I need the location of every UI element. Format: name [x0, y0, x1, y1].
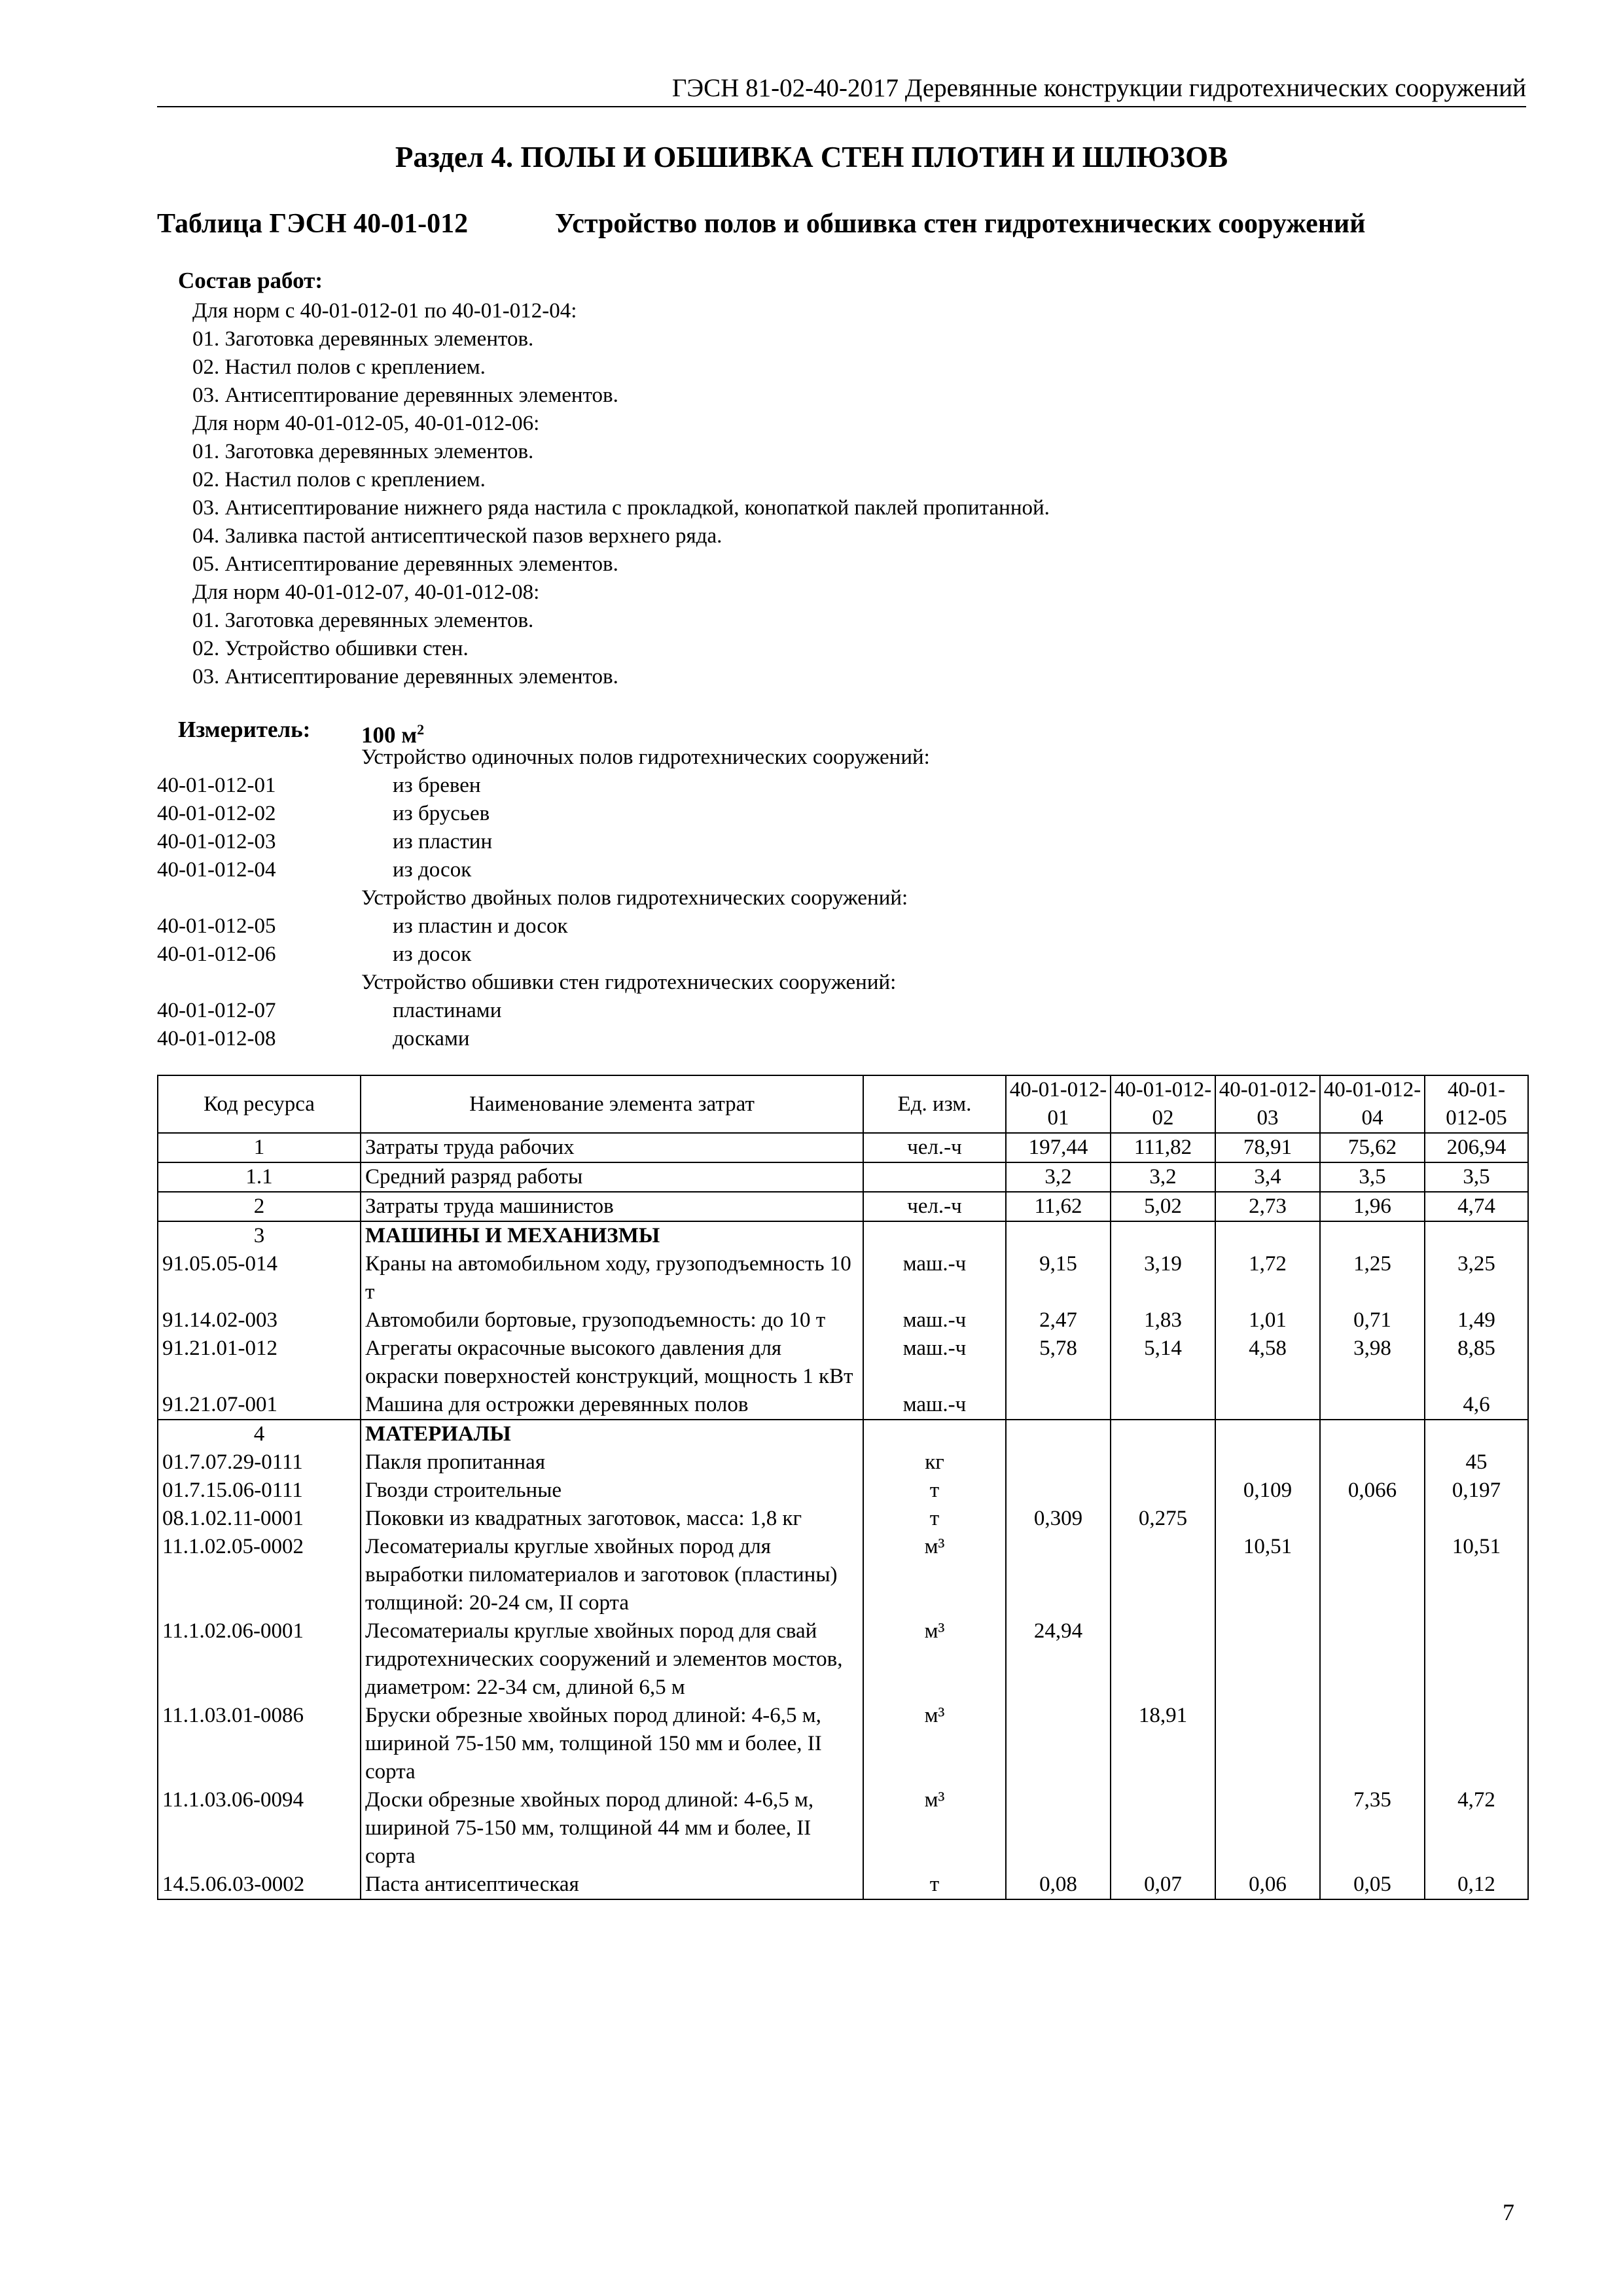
cell-unit: м³: [863, 1702, 1006, 1786]
cell-value: [1320, 1505, 1425, 1533]
cell-name: Краны на автомобильном ходу, грузоподъемность 10 т: [361, 1250, 863, 1306]
cell-unit: т: [863, 1505, 1006, 1533]
cell-value: [1320, 1420, 1425, 1448]
cell-value: [1320, 1617, 1425, 1702]
cell-value: [1215, 1702, 1320, 1786]
cell-value: [1111, 1533, 1215, 1617]
cell-value: 3,19: [1111, 1250, 1215, 1306]
cell-value: 0,06: [1215, 1871, 1320, 1899]
cell-code: 11.1.02.05-0002: [158, 1533, 361, 1617]
cell-unit: м³: [863, 1786, 1006, 1871]
header-col-1: 40-01-012-01: [1006, 1075, 1111, 1133]
cell-value: [1425, 1702, 1528, 1786]
measure-label: Измеритель:: [178, 717, 311, 742]
composition-line: 02. Устройство обшивки стен.: [192, 637, 469, 660]
running-header: ГЭСН 81-02-40-2017 Деревянные конструкции гидротехнических сооружений: [157, 73, 1526, 107]
cell-value: [1111, 1786, 1215, 1871]
table-row: [158, 1250, 1528, 1306]
cell-value: [1111, 1448, 1215, 1477]
table-row: [158, 1335, 1528, 1391]
table-row: [158, 1162, 1528, 1192]
cell-code: 91.21.07-001: [158, 1391, 361, 1420]
table-row: [158, 1505, 1528, 1533]
norm-item: из пластин и досок: [393, 914, 568, 938]
cell-value: 4,74: [1425, 1192, 1528, 1221]
cell-value: 3,2: [1111, 1162, 1215, 1192]
norm-code: 40-01-012-01: [157, 774, 276, 797]
cell-value: 0,71: [1320, 1306, 1425, 1335]
cell-value: 3,98: [1320, 1335, 1425, 1391]
section-title: Раздел 4. ПОЛЫ И ОБШИВКА СТЕН ПЛОТИН И ШЛЮЗОВ: [395, 141, 1228, 173]
cell-value: 3,25: [1425, 1250, 1528, 1306]
table-row: [158, 1192, 1528, 1221]
cell-value: [1215, 1448, 1320, 1477]
cell-value: [1006, 1786, 1111, 1871]
norm-code: 40-01-012-08: [157, 1027, 276, 1050]
cell-value: 111,82: [1111, 1133, 1215, 1162]
cell-value: [1006, 1702, 1111, 1786]
cell-value: 0,066: [1320, 1477, 1425, 1505]
cell-code: 2: [158, 1192, 361, 1221]
cell-value: 9,15: [1006, 1250, 1111, 1306]
cell-value: 3,5: [1425, 1162, 1528, 1192]
table-row: [158, 1133, 1528, 1162]
cell-unit: м³: [863, 1617, 1006, 1702]
cell-value: 0,275: [1111, 1505, 1215, 1533]
header-col-3: 40-01-012-03: [1215, 1075, 1320, 1133]
table-header-row: [158, 1075, 1528, 1133]
cell-value: [1006, 1391, 1111, 1420]
norm-code: 40-01-012-03: [157, 830, 276, 853]
cell-value: [1215, 1505, 1320, 1533]
cell-value: [1006, 1420, 1111, 1448]
cell-name: МАТЕРИАЛЫ: [361, 1420, 863, 1448]
composition-line: 04. Заливка пастой антисептической пазов верхнего ряда.: [192, 524, 722, 548]
composition-line: Для норм с 40-01-012-01 по 40-01-012-04:: [192, 299, 577, 323]
cell-unit: маш.-ч: [863, 1250, 1006, 1306]
table-title: Устройство полов и обшивка стен гидротехнических сооружений: [555, 209, 1366, 239]
composition-line: 05. Антисептирование деревянных элементов.: [192, 552, 618, 576]
norm-group: Устройство одиночных полов гидротехнических сооружений:: [361, 745, 930, 769]
cell-unit: т: [863, 1477, 1006, 1505]
table-row: [158, 1306, 1528, 1335]
composition-line: 01. Заготовка деревянных элементов.: [192, 440, 534, 463]
cell-unit: [863, 1221, 1006, 1250]
header-col-5: 40-01-012-05: [1425, 1075, 1528, 1133]
cell-value: 206,94: [1425, 1133, 1528, 1162]
composition-line: Для норм 40-01-012-05, 40-01-012-06:: [192, 412, 540, 435]
cell-value: 75,62: [1320, 1133, 1425, 1162]
cell-value: 0,08: [1006, 1871, 1111, 1899]
table-row: [158, 1702, 1528, 1786]
composition-line: Для норм 40-01-012-07, 40-01-012-08:: [192, 581, 540, 604]
cell-value: [1320, 1702, 1425, 1786]
cell-code: 4: [158, 1420, 361, 1448]
cell-value: 10,51: [1425, 1533, 1528, 1617]
cell-value: [1006, 1533, 1111, 1617]
composition-line: 01. Заготовка деревянных элементов.: [192, 327, 534, 351]
cell-unit: маш.-ч: [863, 1335, 1006, 1391]
norm-code: 40-01-012-07: [157, 999, 276, 1022]
header-name: Наименование элемента затрат: [361, 1075, 863, 1133]
cell-value: 4,6: [1425, 1391, 1528, 1420]
table-code: Таблица ГЭСН 40-01-012: [157, 209, 469, 239]
cell-value: 2,47: [1006, 1306, 1111, 1335]
norm-code: 40-01-012-05: [157, 914, 276, 938]
cell-value: [1111, 1391, 1215, 1420]
cell-value: 10,51: [1215, 1533, 1320, 1617]
cell-name: Лесоматериалы круглые хвойных пород для свай гидротехнических сооружений и элементов мостов, диаметром: 22-34 см, длиной 6,5 м: [361, 1617, 863, 1702]
measure-value-exponent: 2: [417, 721, 425, 738]
composition-line: 03. Антисептирование нижнего ряда настила с прокладкой, конопаткой паклей пропитанной.: [192, 496, 1050, 520]
composition-line: 03. Антисептирование деревянных элементов.: [192, 384, 618, 407]
cell-value: 1,83: [1111, 1306, 1215, 1335]
cell-value: [1320, 1391, 1425, 1420]
cell-value: 2,73: [1215, 1192, 1320, 1221]
norm-item: пластинами: [393, 999, 502, 1022]
cell-unit: чел.-ч: [863, 1133, 1006, 1162]
cell-value: 5,14: [1111, 1335, 1215, 1391]
cell-value: 8,85: [1425, 1335, 1528, 1391]
cell-code: 01.7.07.29-0111: [158, 1448, 361, 1477]
cell-value: 0,109: [1215, 1477, 1320, 1505]
cell-value: [1215, 1391, 1320, 1420]
norm-item: из бревен: [393, 774, 481, 797]
cell-name: Поковки из квадратных заготовок, масса: 1,8 кг: [361, 1505, 863, 1533]
cell-value: [1425, 1617, 1528, 1702]
norm-group: Устройство двойных полов гидротехнических сооружений:: [361, 886, 908, 910]
cell-value: 1,01: [1215, 1306, 1320, 1335]
cell-value: [1006, 1477, 1111, 1505]
cell-value: 18,91: [1111, 1702, 1215, 1786]
cell-value: 4,58: [1215, 1335, 1320, 1391]
cell-name: Гвозди строительные: [361, 1477, 863, 1505]
cell-value: 11,62: [1006, 1192, 1111, 1221]
cell-code: 14.5.06.03-0002: [158, 1871, 361, 1899]
composition-list: [192, 297, 1050, 691]
composition-line: 02. Настил полов с креплением.: [192, 468, 486, 492]
cell-value: [1006, 1221, 1111, 1250]
cell-value: 1,72: [1215, 1250, 1320, 1306]
cell-code: 11.1.02.06-0001: [158, 1617, 361, 1702]
cell-value: [1111, 1477, 1215, 1505]
cell-value: 5,78: [1006, 1335, 1111, 1391]
cell-code: 01.7.15.06-0111: [158, 1477, 361, 1505]
cell-unit: [863, 1420, 1006, 1448]
norm-item: досками: [393, 1027, 470, 1050]
cell-code: 08.1.02.11-0001: [158, 1505, 361, 1533]
cell-code: 91.21.01-012: [158, 1335, 361, 1391]
cell-value: 1,96: [1320, 1192, 1425, 1221]
cell-unit: кг: [863, 1448, 1006, 1477]
cell-code: 11.1.03.06-0094: [158, 1786, 361, 1871]
cell-unit: маш.-ч: [863, 1391, 1006, 1420]
cell-value: [1320, 1448, 1425, 1477]
cell-value: 0,05: [1320, 1871, 1425, 1899]
cell-value: 78,91: [1215, 1133, 1320, 1162]
header-col-4: 40-01-012-04: [1320, 1075, 1425, 1133]
cell-code: 11.1.03.01-0086: [158, 1702, 361, 1786]
cell-value: 1,49: [1425, 1306, 1528, 1335]
norm-item: из пластин: [393, 830, 493, 853]
cell-value: 5,02: [1111, 1192, 1215, 1221]
cell-code: 91.05.05-014: [158, 1250, 361, 1306]
cell-value: 0,309: [1006, 1505, 1111, 1533]
cell-name: Средний разряд работы: [361, 1162, 863, 1192]
table-row: [158, 1477, 1528, 1505]
cell-name: МАШИНЫ И МЕХАНИЗМЫ: [361, 1221, 863, 1250]
cell-value: 197,44: [1006, 1133, 1111, 1162]
table-row: [158, 1448, 1528, 1477]
cell-value: [1215, 1786, 1320, 1871]
norm-code: 40-01-012-06: [157, 942, 276, 966]
cell-name: Затраты труда рабочих: [361, 1133, 863, 1162]
norm-code: 40-01-012-02: [157, 802, 276, 825]
cell-unit: маш.-ч: [863, 1306, 1006, 1335]
cell-code: 1: [158, 1133, 361, 1162]
cell-value: 4,72: [1425, 1786, 1528, 1871]
cell-unit: чел.-ч: [863, 1192, 1006, 1221]
cell-unit: [863, 1162, 1006, 1192]
cell-value: 24,94: [1006, 1617, 1111, 1702]
page-number: 7: [1503, 2199, 1514, 2225]
cell-value: [1425, 1505, 1528, 1533]
cell-name: Лесоматериалы круглые хвойных пород для выработки пиломатериалов и заготовок (пластины) толщиной: 20-24 см, II сорта: [361, 1533, 863, 1617]
cell-value: 0,12: [1425, 1871, 1528, 1899]
table-row: [158, 1391, 1528, 1420]
cell-value: 0,07: [1111, 1871, 1215, 1899]
cell-value: 45: [1425, 1448, 1528, 1477]
cell-value: [1111, 1420, 1215, 1448]
cell-name: Бруски обрезные хвойных пород длиной: 4-6,5 м, шириной 75-150 мм, толщиной 150 мм и более, II сорта: [361, 1702, 863, 1786]
cell-value: [1111, 1221, 1215, 1250]
table-row: [158, 1420, 1528, 1448]
cell-value: 3,5: [1320, 1162, 1425, 1192]
composition-line: 02. Настил полов с креплением.: [192, 355, 486, 379]
norm-item: из досок: [393, 858, 472, 882]
cell-value: [1425, 1221, 1528, 1250]
norm-group: Устройство обшивки стен гидротехнических сооружений:: [361, 971, 897, 994]
cell-value: [1006, 1448, 1111, 1477]
measure-value-text: 100 м: [361, 722, 418, 748]
header-code: Код ресурса: [158, 1075, 361, 1133]
norm-item: из брусьев: [393, 802, 490, 825]
table-row: [158, 1617, 1528, 1702]
composition-heading: Состав работ:: [178, 268, 323, 293]
cell-name: Машина для острожки деревянных полов: [361, 1391, 863, 1420]
composition-line: 03. Антисептирование деревянных элементов.: [192, 665, 618, 689]
header-col-2: 40-01-012-02: [1111, 1075, 1215, 1133]
cell-value: 1,25: [1320, 1250, 1425, 1306]
cell-value: [1215, 1221, 1320, 1250]
cell-value: [1425, 1420, 1528, 1448]
cell-value: 7,35: [1320, 1786, 1425, 1871]
cell-name: Паста антисептическая: [361, 1871, 863, 1899]
cell-name: Пакля пропитанная: [361, 1448, 863, 1477]
norm-item: из досок: [393, 942, 472, 966]
cell-value: [1111, 1617, 1215, 1702]
cell-unit: м³: [863, 1533, 1006, 1617]
cell-value: [1320, 1533, 1425, 1617]
cell-code: 3: [158, 1221, 361, 1250]
cell-value: 3,2: [1006, 1162, 1111, 1192]
header-unit: Ед. изм.: [863, 1075, 1006, 1133]
table-row: [158, 1786, 1528, 1871]
table-body: [158, 1133, 1528, 1899]
cell-name: Доски обрезные хвойных пород длиной: 4-6,5 м, шириной 75-150 мм, толщиной 44 мм и более, II сорта: [361, 1786, 863, 1871]
cell-value: 3,4: [1215, 1162, 1320, 1192]
cell-name: Затраты труда машинистов: [361, 1192, 863, 1221]
table-row: [158, 1533, 1528, 1617]
cell-name: Агрегаты окрасочные высокого давления для окраски поверхностей конструкций, мощность 1 кВт: [361, 1335, 863, 1391]
norm-code: 40-01-012-04: [157, 858, 276, 882]
composition-line: 01. Заготовка деревянных элементов.: [192, 609, 534, 632]
cell-code: 1.1: [158, 1162, 361, 1192]
table-row: [158, 1221, 1528, 1250]
cell-value: [1320, 1221, 1425, 1250]
resources-table: [157, 1075, 1529, 1900]
cell-name: Автомобили бортовые, грузоподъемность: до 10 т: [361, 1306, 863, 1335]
table-row: [158, 1871, 1528, 1899]
cell-value: [1215, 1420, 1320, 1448]
cell-code: 91.14.02-003: [158, 1306, 361, 1335]
cell-value: 0,197: [1425, 1477, 1528, 1505]
cell-value: [1215, 1617, 1320, 1702]
cell-unit: т: [863, 1871, 1006, 1899]
